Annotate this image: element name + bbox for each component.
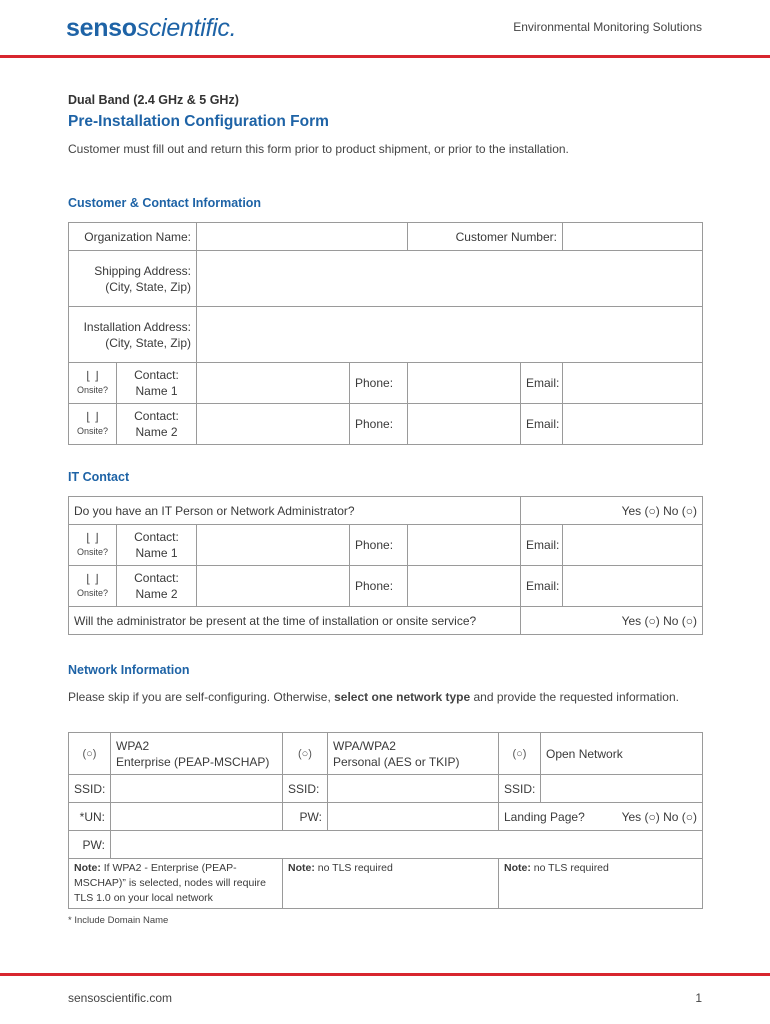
note-label: Note: (74, 862, 101, 874)
note-text: no TLS required (530, 862, 609, 874)
it-contact-table (68, 496, 703, 635)
network-section-heading: Network Information (68, 663, 190, 677)
footer-website: sensoscientific.com (68, 991, 173, 1005)
password-1-label: PW: (69, 831, 111, 859)
ssid-3-field[interactable] (541, 775, 703, 803)
wpa2-note (69, 859, 283, 909)
it-phone-1-label: Phone: (350, 525, 408, 566)
note-text: If WPA2 - Enterprise (PEAP-MSCHAP)” is selected, nodes will require TLS 1.0 on your local network (74, 862, 266, 904)
open-network-label: Open Network (541, 733, 703, 775)
ssid-1-label: SSID: (69, 775, 111, 803)
contact-label-line1: Contact: (134, 409, 179, 423)
contact-label-line1: Contact: (134, 530, 179, 544)
password-2-label: PW: (283, 803, 328, 831)
landing-page-row (499, 803, 703, 831)
onsite-label: Onsite? (76, 425, 109, 436)
shipping-address-label-line2: (City, State, Zip) (105, 279, 191, 294)
contact-label-line2: Name 1 (135, 546, 178, 560)
customer-section-heading: Customer & Contact Information (68, 196, 262, 210)
page-number: 1 (695, 991, 702, 1005)
phone-2-field[interactable] (408, 404, 521, 445)
network-instructions-emphasis: select one network type (334, 690, 471, 704)
wpa2-enterprise-radio[interactable] (69, 733, 111, 775)
wpa2-label-line2: Enterprise (PEAP-MSCHAP) (116, 754, 270, 769)
it-email-1-field[interactable] (563, 525, 703, 566)
it-person-question: Do you have an IT Person or Network Administrator? (69, 497, 521, 525)
installation-address-label (69, 307, 197, 363)
open-network-note (499, 859, 703, 909)
checkbox-icon: ⌊ ⌋ (86, 409, 99, 424)
it-phone-1-field[interactable] (408, 525, 521, 566)
it-email-1-label: Email: (521, 525, 563, 566)
landing-page-label: Landing Page? (504, 809, 585, 824)
contact-label-line2: Name 2 (135, 587, 178, 601)
it-contact-name-1-field[interactable] (197, 525, 350, 566)
footer-divider (0, 973, 770, 976)
it-onsite-checkbox-1[interactable] (69, 525, 117, 566)
installation-address-label-line1: Installation Address: (83, 319, 191, 334)
onsite-checkbox-1[interactable] (69, 363, 117, 404)
wpa-wpa2-personal-label (328, 733, 499, 775)
customer-number-label: Customer Number: (408, 223, 563, 251)
email-1-field[interactable] (563, 363, 703, 404)
radio-icon: (○) (512, 748, 527, 760)
password-1-field[interactable] (111, 831, 703, 859)
org-name-label: Organization Name: (69, 223, 197, 251)
phone-2-label: Phone: (350, 404, 408, 445)
wpa2-enterprise-label (111, 733, 283, 775)
email-1-label: Email: (521, 363, 563, 404)
shipping-address-label-line1: Shipping Address: (94, 263, 191, 278)
network-instructions (68, 689, 698, 706)
ssid-2-field[interactable] (328, 775, 499, 803)
wpa2-label-line1: WPA2 (116, 738, 150, 753)
email-2-label: Email: (521, 404, 563, 445)
password-2-field[interactable] (328, 803, 499, 831)
shipping-address-label (69, 251, 197, 307)
admin-present-yes-no[interactable]: Yes (○) No (○) (521, 607, 703, 635)
logo-senso: senso (66, 14, 137, 42)
domain-footnote: * Include Domain Name (68, 915, 169, 926)
it-section-heading: IT Contact (68, 470, 130, 484)
it-contact-name-2-field[interactable] (197, 566, 350, 607)
contact-label-line1: Contact: (134, 571, 179, 585)
landing-page-yes-no[interactable]: Yes (○) No (○) (621, 809, 697, 824)
it-contact-name-1-label (117, 525, 197, 566)
it-onsite-checkbox-2[interactable] (69, 566, 117, 607)
note-label: Note: (504, 862, 531, 874)
shipping-address-field[interactable] (197, 251, 703, 307)
checkbox-icon: ⌊ ⌋ (86, 530, 99, 545)
radio-icon: (○) (82, 748, 97, 760)
it-email-2-field[interactable] (563, 566, 703, 607)
contact-label-line2: Name 2 (135, 425, 178, 439)
wpa-wpa2-personal-radio[interactable] (283, 733, 328, 775)
installation-address-field[interactable] (197, 307, 703, 363)
doc-intro: Customer must fill out and return this form prior to product shipment, or prior to the installation. (68, 142, 569, 156)
username-label: *UN: (69, 803, 111, 831)
doc-title: Pre-Installation Configuration Form (68, 113, 329, 130)
checkbox-icon: ⌊ ⌋ (86, 368, 99, 383)
logo-mark: . (229, 14, 237, 42)
customer-contact-table (68, 222, 703, 445)
open-network-radio[interactable] (499, 733, 541, 775)
onsite-checkbox-2[interactable] (69, 404, 117, 445)
header-divider (0, 55, 770, 58)
radio-icon: (○) (298, 748, 312, 760)
org-name-field[interactable] (197, 223, 408, 251)
customer-number-field[interactable] (563, 223, 703, 251)
network-instructions-part1: Please skip if you are self-configuring. Otherwise, (68, 690, 335, 704)
it-person-yes-no[interactable]: Yes (○) No (○) (521, 497, 703, 525)
it-contact-name-2-label (117, 566, 197, 607)
it-phone-2-label: Phone: (350, 566, 408, 607)
ssid-2-label: SSID: (283, 775, 328, 803)
ssid-1-field[interactable] (111, 775, 283, 803)
wpawpa2-label-line1: WPA/WPA2 (333, 738, 396, 753)
network-info-table (68, 732, 703, 909)
checkbox-icon: ⌊ ⌋ (86, 571, 99, 586)
onsite-label: Onsite? (76, 384, 109, 395)
onsite-label: Onsite? (76, 546, 109, 557)
sensoscientific-logo (66, 14, 236, 43)
phone-1-label: Phone: (350, 363, 408, 404)
contact-name-2-field[interactable] (197, 404, 350, 445)
phone-1-field[interactable] (408, 363, 521, 404)
it-email-2-label: Email: (521, 566, 563, 607)
contact-name-1-label (117, 363, 197, 404)
admin-present-question: Will the administrator be present at the time of installation or onsite service? (69, 607, 521, 635)
it-phone-2-field[interactable] (408, 566, 521, 607)
header-tagline: Environmental Monitoring Solutions (513, 20, 702, 34)
contact-name-1-field[interactable] (197, 363, 350, 404)
network-instructions-part2: and provide the requested information. (470, 690, 679, 704)
installation-address-label-line2: (City, State, Zip) (105, 335, 191, 350)
logo-scientific: scientific (136, 14, 230, 42)
contact-label-line1: Contact: (134, 368, 179, 382)
wpawpa2-note (283, 859, 499, 909)
ssid-3-label: SSID: (499, 775, 541, 803)
contact-label-line2: Name 1 (135, 384, 178, 398)
email-2-field[interactable] (563, 404, 703, 445)
note-label: Note: (288, 862, 315, 874)
onsite-label: Onsite? (76, 587, 109, 598)
doc-subtitle: Dual Band (2.4 GHz & 5 GHz) (68, 93, 239, 107)
contact-name-2-label (117, 404, 197, 445)
note-text: no TLS required (314, 862, 393, 874)
wpawpa2-label-line2: Personal (AES or TKIP) (333, 754, 460, 769)
username-field[interactable] (111, 803, 283, 831)
